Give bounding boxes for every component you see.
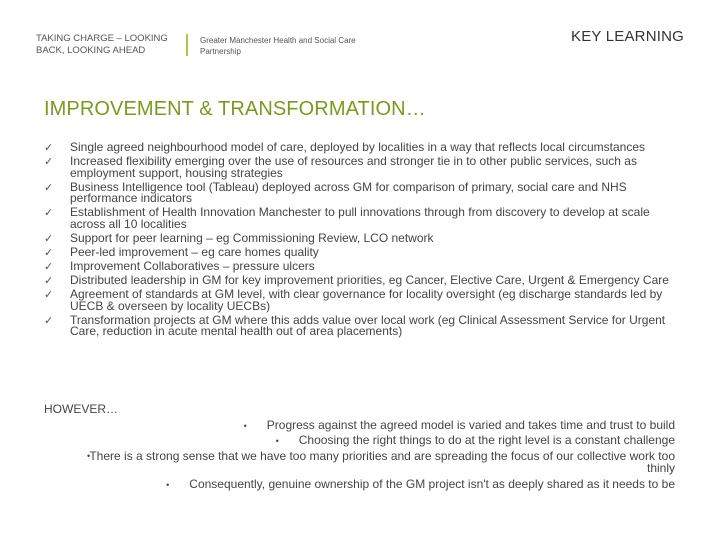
however-point: • Consequently, genuine ownership of the GM project isn't as deeply shared as it needs to be [166,477,675,491]
header-organisation: Greater Manchester Health and Social Care Partnership [200,36,356,56]
checklist-item: ✓ Increased flexibility emerging over the use of resources and stronger tie in to other public services, such as employment support, housing strategies [44,154,637,180]
checklist-item: ✓ Agreement of standards at GM level, with clear governance for locality oversight (eg discharge standards led by UECB & overseen by locality UECBs) [44,287,663,313]
checklist-item: ✓ Improvement Collaboratives – pressure ulcers [44,259,315,274]
checkmark-icon: ✓ [44,288,54,302]
page-title: IMPROVEMENT & TRANSFORMATION… [44,98,426,120]
header-program-title: TAKING CHARGE – LOOKING BACK, LOOKING AHEAD [36,33,168,56]
checkmark-icon: ✓ [44,260,54,274]
however-point: • Progress against the agreed model is varied and takes time and trust to build [243,418,675,432]
checklist-item: ✓ Distributed leadership in GM for key improvement priorities, eg Cancer, Elective Care, Urgent & Emergency Care [44,273,669,288]
checklist-item: ✓ Business Intelligence tool (Tableau) deployed across GM for comparison of primary, social care and NHS performance indicators [44,179,627,206]
learning-checklist [44,142,684,340]
header-section-label: KEY LEARNING [571,28,684,45]
checkmark-icon: ✓ [44,231,54,245]
checkmark-icon: ✓ [44,141,54,154]
bullet-icon: • [87,451,91,461]
bullet-icon: • [166,480,170,490]
checklist-item: ✓ Single agreed neighbourhood model of care, deployed by localities in a way that reflects local circumstances [44,140,645,154]
checklist-item: ✓ Transformation projects at GM where this adds value over local work (eg Clinical Assessment Service for Urgent Care, reduction in acute mental health out of area placements) [44,312,666,339]
header-divider [186,34,188,56]
checklist-item: ✓ Establishment of Health Innovation Manchester to pull innovations through from discovery to develop at scale across all 10 localities [44,205,650,231]
checklist-item: ✓ Support for peer learning – eg Commissioning Review, LCO network [44,230,434,245]
checkmark-icon: ✓ [44,245,54,259]
checkmark-icon: ✓ [44,274,54,288]
however-point: • There is a strong sense that we have too many priorities and are spreading the focus of our collective work too thinly [87,449,675,475]
checkmark-icon: ✓ [44,313,54,327]
however-point: • Choosing the right things to do at the right level is a constant challenge [275,433,675,447]
bullet-icon: • [275,436,279,446]
bullet-icon: • [243,421,247,431]
checkmark-icon: ✓ [44,155,54,169]
however-heading: HOWEVER… [44,402,119,416]
checkmark-icon: ✓ [44,180,54,194]
checklist-item: ✓ Peer-led improvement – eg care homes quality [44,244,319,259]
checkmark-icon: ✓ [44,206,54,220]
